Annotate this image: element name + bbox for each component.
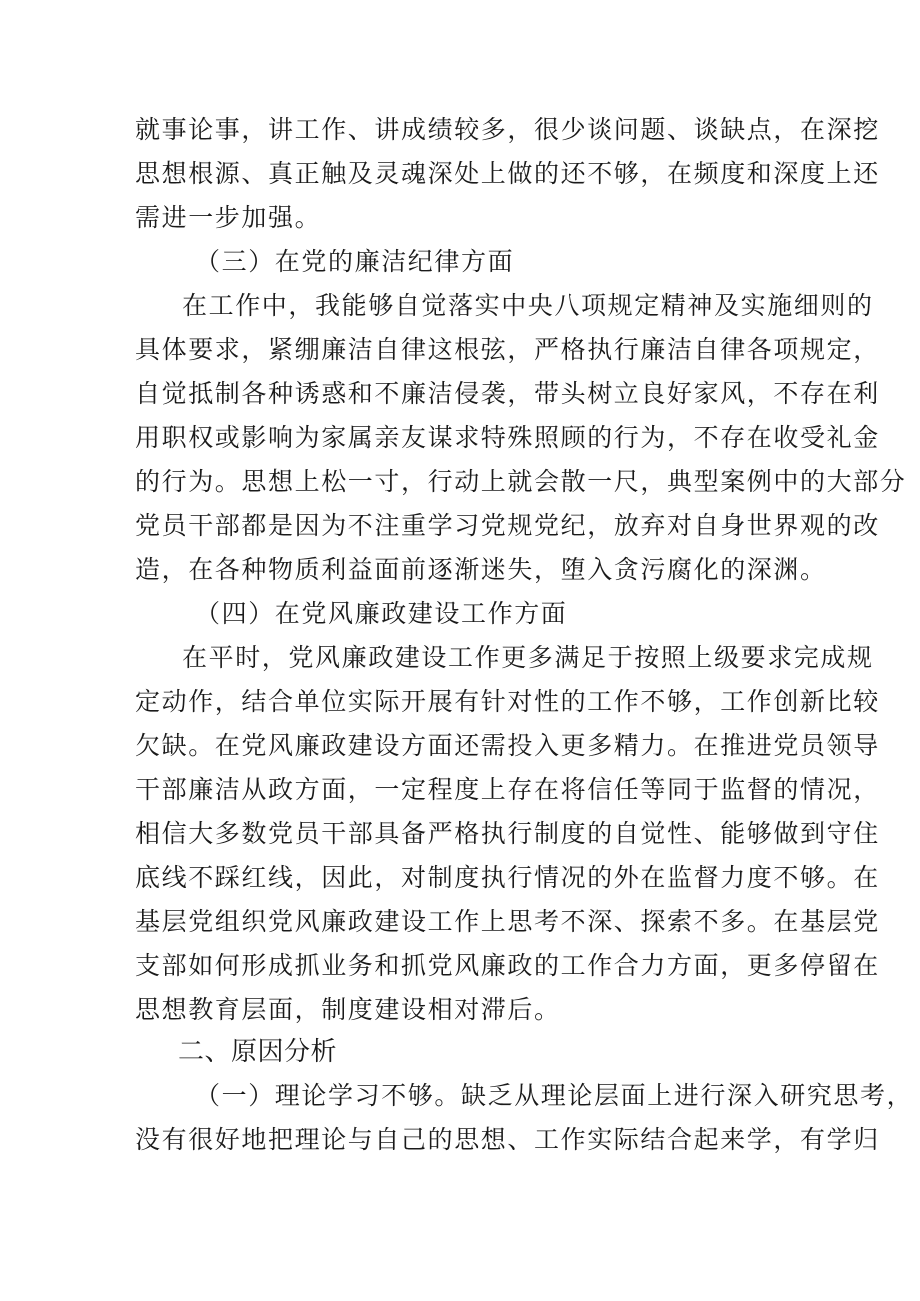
body-text-line: 基层党组织党风廉政建设工作上思考不深、探索不多。在基层党 — [135, 907, 880, 936]
body-text-line: 自觉抵制各种诱惑和不廉洁侵袭，带头树立良好家风，不存在利 — [135, 379, 880, 408]
body-text-line: 思想根源、真正触及灵魂深处上做的还不够，在频度和深度上还 — [135, 159, 880, 188]
body-text-line: 具体要求，紧绷廉洁自律这根弦，严格执行廉洁自律各项规定， — [135, 335, 880, 364]
body-text-line: 造，在各种物质利益面前逐渐迷失，堕入贪污腐化的深渊。 — [135, 555, 827, 584]
body-text-line: 欠缺。在党风廉政建设方面还需投入更多精力。在推进党员领导 — [135, 731, 880, 760]
body-text-line: 就事论事，讲工作、讲成绩较多，很少谈问题、谈缺点，在深挖 — [135, 115, 880, 144]
body-text-line: 在工作中，我能够自觉落实中央八项规定精神及实施细则的 — [182, 291, 874, 320]
body-text-line: 底线不踩红线，因此，对制度执行情况的外在监督力度不够。在 — [135, 863, 880, 892]
body-text-line: 用职权或影响为家属亲友谋求特殊照顾的行为，不存在收受礼金 — [135, 423, 880, 452]
body-text-line: 党员干部都是因为不注重学习党规党纪，放弃对自身世界观的改 — [135, 511, 880, 540]
body-text-line: 的行为。思想上松一寸，行动上就会散一尺，典型案例中的大部分 — [135, 467, 907, 496]
section-subheading: （四）在党风廉政建设工作方面 — [195, 599, 568, 628]
body-text-line: 定动作，结合单位实际开展有针对性的工作不够，工作创新比较 — [135, 687, 880, 716]
body-text-line: （一）理论学习不够。缺乏从理论层面上进行深入研究思考， — [195, 1081, 914, 1110]
section-heading: 二、原因分析 — [178, 1037, 338, 1067]
body-text-line: 在平时，党风廉政建设工作更多满足于按照上级要求完成规 — [182, 643, 874, 672]
section-subheading: （三）在党的廉洁纪律方面 — [195, 247, 515, 276]
body-text-line: 相信大多数党员干部具备严格执行制度的自觉性、能够做到守住 — [135, 819, 880, 848]
body-text-line: 思想教育层面，制度建设相对滞后。 — [135, 995, 561, 1024]
body-text-line: 没有很好地把理论与自己的思想、工作实际结合起来学，有学归 — [135, 1125, 880, 1154]
body-text-line: 支部如何形成抓业务和抓党风廉政的工作合力方面，更多停留在 — [135, 951, 880, 980]
body-text-line: 干部廉洁从政方面，一定程度上存在将信任等同于监督的情况， — [135, 775, 880, 804]
body-text-line: 需进一步加强。 — [135, 203, 322, 232]
